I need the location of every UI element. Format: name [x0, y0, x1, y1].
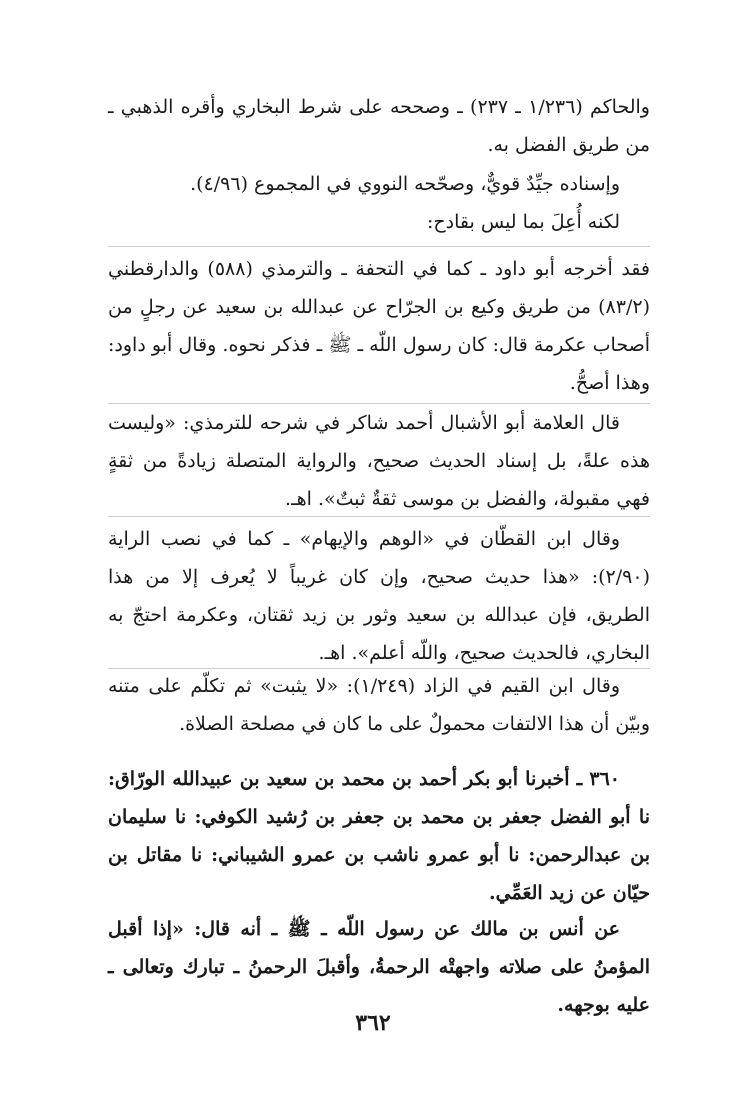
paragraph-illa-note: لكنه أُعِلَ بما ليس بقادح: [427, 211, 620, 233]
paragraph-ibn-al-qayyim: وقال ابن القيم في الزاد (١/٢٤٩): «لا يثبت» ثم تكلّم على متنه وبيّن أن هذا الالتفات محمولٌ على ما كان في مصلحة الصلاة. [108, 675, 650, 735]
paragraph-takhrij-hakim: والحاكم (١/٢٣٦ ـ ٢٣٧) ـ وصححه على شرط البخاري وأقره الذهبي ـ من طريق الفضل به. [108, 96, 650, 156]
page-number: ٣٦٢ [355, 1010, 391, 1036]
paragraph-ahmad-shakir: قال العلامة أبو الأشبال أحمد شاكر في شرحه للترمذي: «وليست هذه علةً، بل إسناد الحديث صحيح، والرواية المتصلة زيادةً من ثقةٍ فهي مقبولة، والفضل بن موسى ثقةٌ ثبتٌ». اهـ. [108, 412, 650, 510]
paragraph-abu-dawud-tirmidhi: فقد أخرجه أبو داود ـ كما في التحفة ـ والترمذي (٥٨٨) والدارقطني (٨٣/٢) من طريق وكيع بن الجرّاح عن عبدالله بن سعيد عن رجلٍ من أصحاب عكرمة قال: كان رسول اللّه ـ ﷺ ـ فذكر نحوه. وقال أبو داود: وهذا أصحُّ. [108, 258, 650, 394]
hadith-matn: عن أنس بن مالك عن رسول اللّه ـ ﷺ ـ أنه قال: «إذا أقبل المؤمنُ على صلاته واجهتْه الرحمةُ، وأقبلَ الرحمنُ ـ تبارك وتعالى ـ عليه بوجهه. [108, 918, 650, 1016]
paragraph-isnad-grading: وإسناده جيِّدٌ قويٌّ، وصحّحه النووي في المجموع (٤/٩٦). [190, 173, 620, 195]
paragraph-ibn-al-qattan: وقال ابن القطّان في «الوهم والإيهام» ـ كما في نصب الراية (٢/٩٠): «هذا حديث صحيح، وإن كان غريباً لا يُعرف إلا من هذا الطريق، فإن عبدالله بن سعيد وثور بن زيد ثقتان، وعكرمة احتجّ به البخاري، فالحديث صحيح، واللّه أعلم». اهـ. [108, 528, 650, 664]
hadith-isnad: ٣٦٠ ـ أخبرنا أبو بكر أحمد بن محمد بن سعيد بن عبيدالله الورّاق: نا أبو الفضل جعفر بن محمد بن جعفر بن رُشيد الكوفي: نا سليمان بن عبدالرحمن: نا أبو عمرو ناشب بن عمرو الشيباني: نا مقاتل بن حيّان عن زيد العَمِّي. [108, 768, 650, 904]
divider [108, 246, 650, 247]
divider [108, 516, 650, 517]
